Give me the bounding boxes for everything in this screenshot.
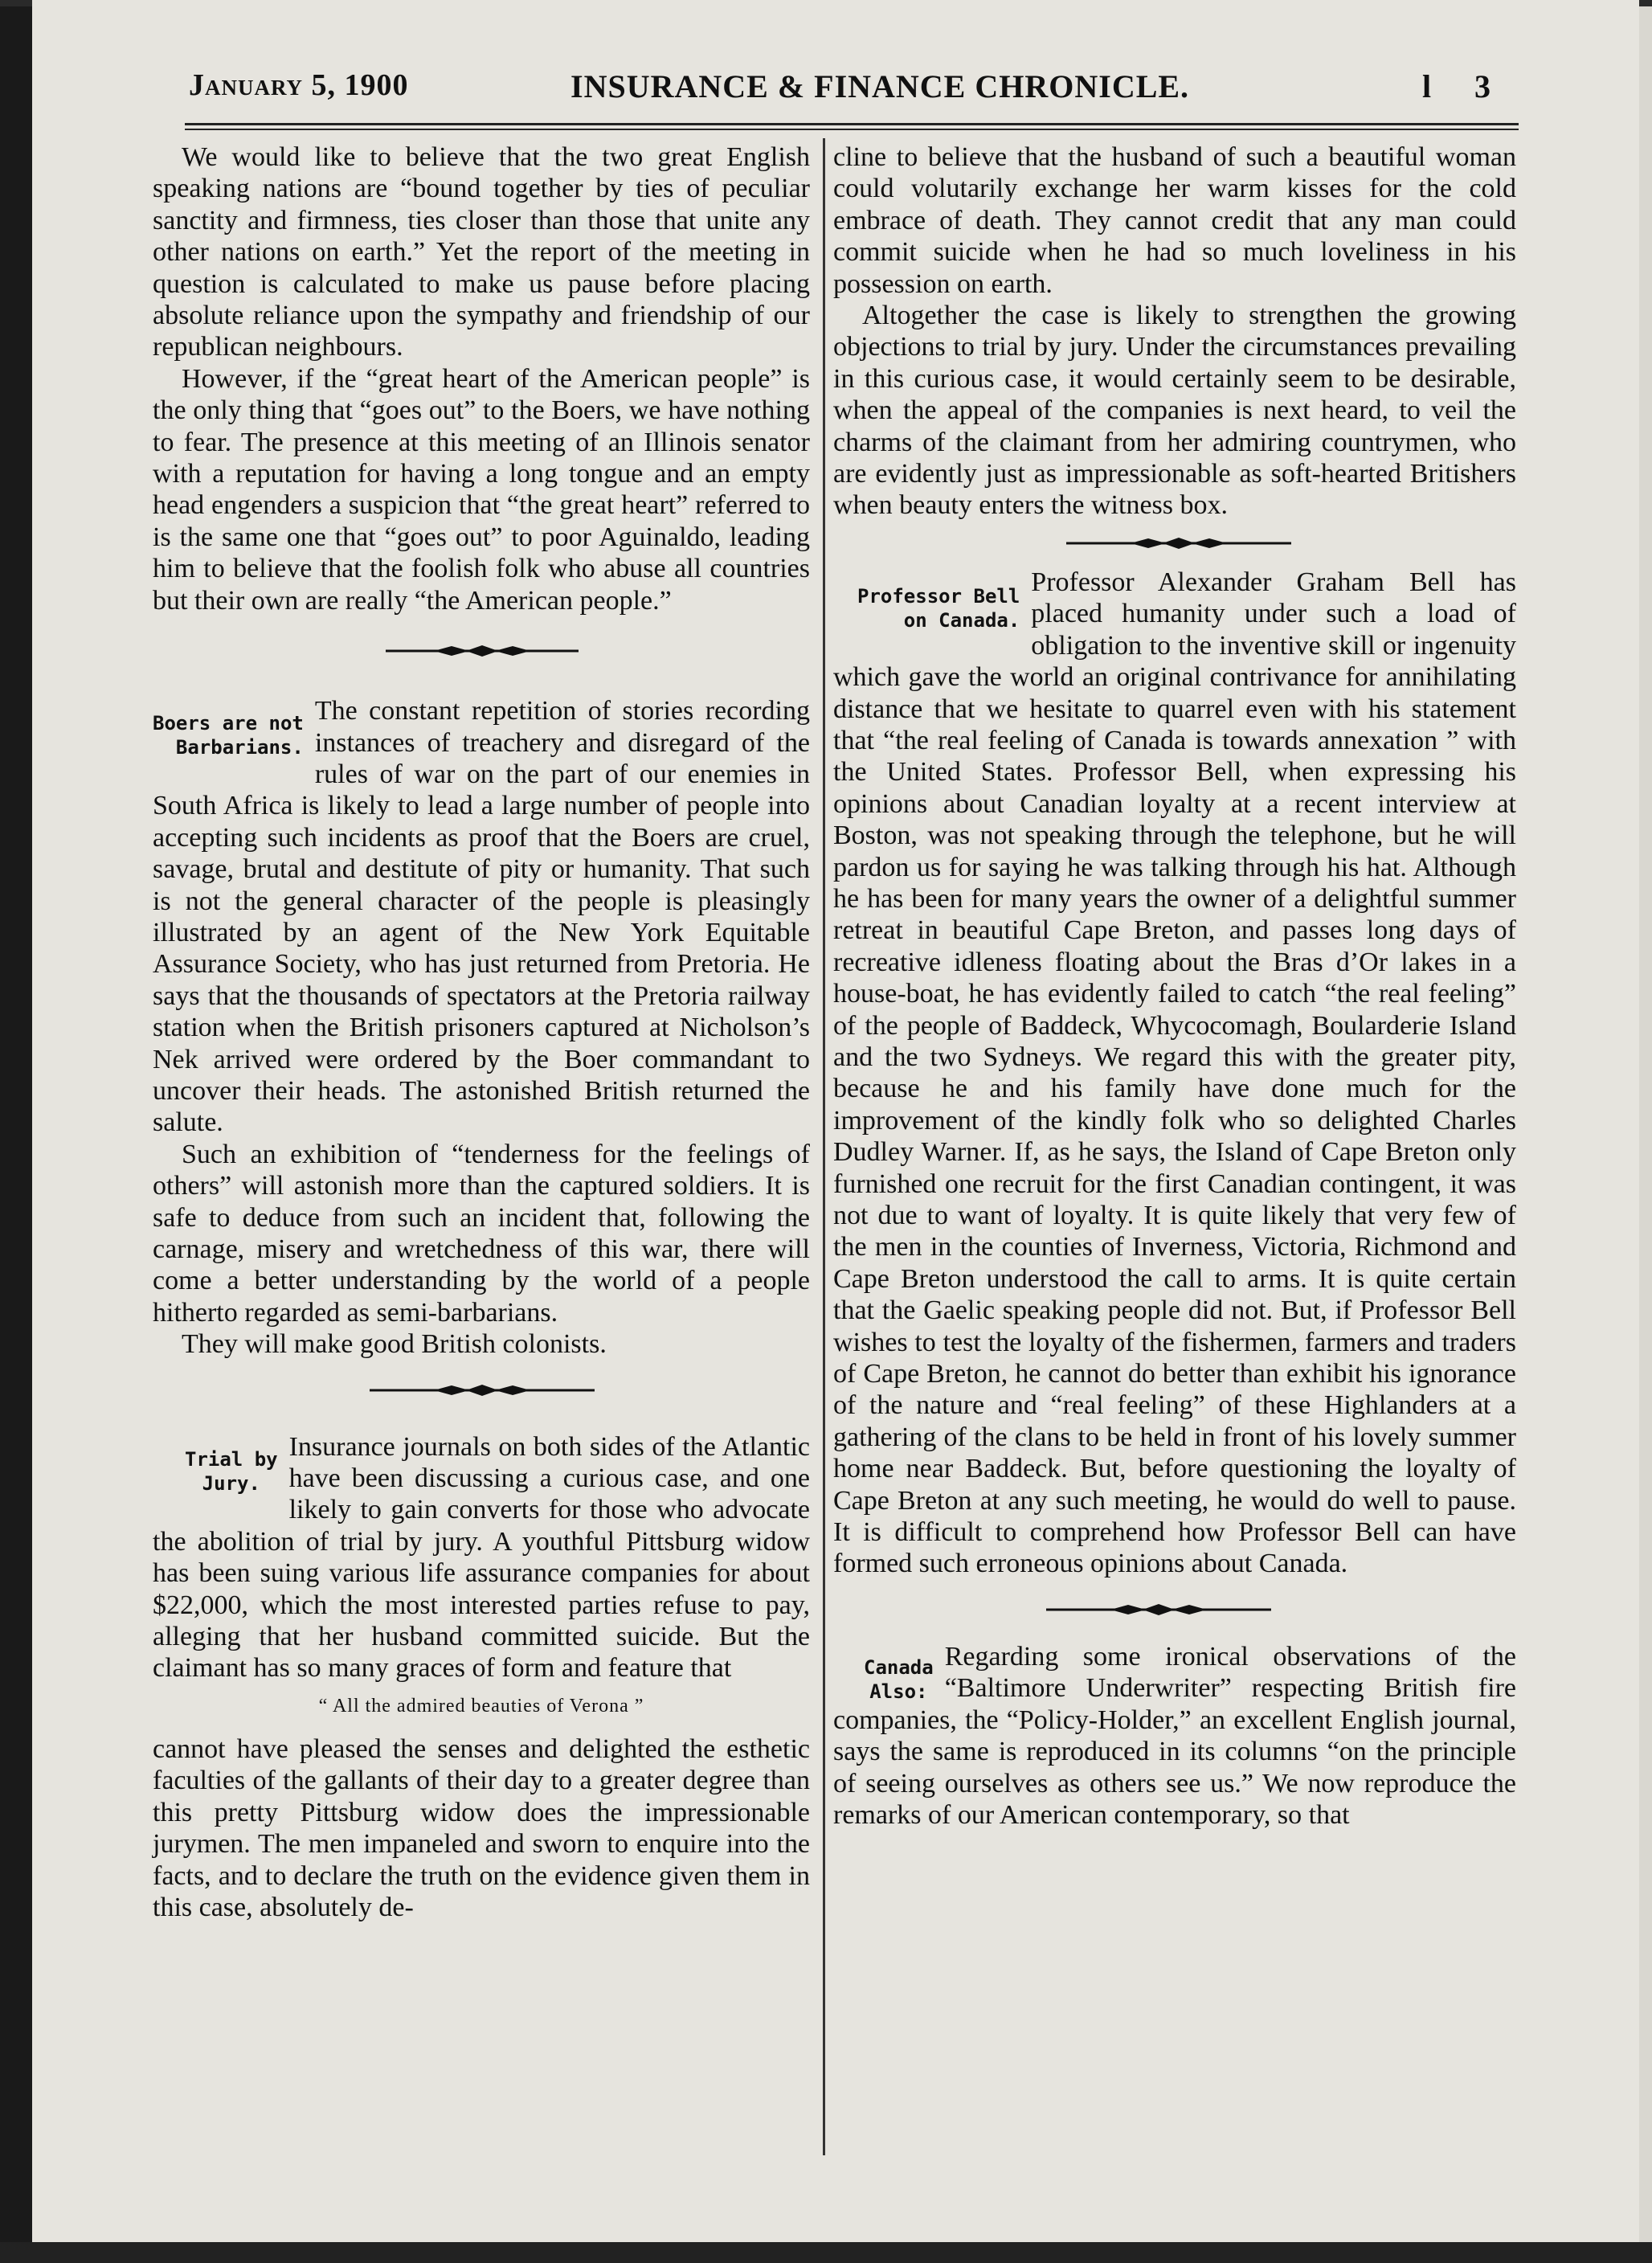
side-heading-line: Jury. (202, 1471, 260, 1495)
paragraph: Insurance journals on both sides of the Atlantic have been discussing a curious case, and one likely to gain converts for those who advocate the abolition of trial by jury. A youthful Pittsburg widow has been suing various life assurance companies for about $22,000, which the most interested parties refuse to pay, alleging that her husband committed suicide. But the claimant has so many graces of form and feature that (153, 1431, 810, 1684)
side-heading (185, 1447, 278, 1496)
side-heading (864, 1655, 934, 1704)
header-rule-second (185, 129, 1519, 130)
scan-edge-bottom (0, 2242, 1652, 2263)
section-ornament (833, 1598, 1516, 1641)
section-canada-also (833, 1641, 1516, 1831)
side-heading-line: Barbarians. (175, 736, 304, 759)
right-column (833, 138, 1516, 1831)
page-number: 3 (1474, 68, 1490, 104)
paragraph: The constant repetition of stories recording instances of treachery and disregard of the rules of war on the part of our enemies in South Africa is likely to lead a large number of people into accepting such incidents as proof that the Boers are cruel, savage, brutal and destitute of pity or humanity. That such is not the general character of the people is pleasingly illustrated by an agent of the New York Equitable Assurance Society, who has just returned from Pretoria. He says that the thousands of spectators at the Pretoria railway station when the British prisoners captured at Nicholson’s Nek arrived were ordered by the Boer commandant to uncover their heads. The astonished British returned the salute. (153, 696, 810, 1138)
paragraph: Altogether the case is likely to strengthen the growing objections to trial by jury. Under the circumstances prevailing in this curious case, it would certainly seem to be desirable, when the appeal of the companies is next heard, to veil the charms of the claimant from her admiring countrymen, who are evidently just as impressionable as soft-hearted Britishers when beauty enters the witness box. (833, 301, 1516, 521)
side-heading-line: Also: (869, 1680, 928, 1703)
header-rule (185, 123, 1519, 125)
paragraph: However, if the “great heart of the American people” is the only thing that “goes out” to the Boers, we have nothing to fear. The presence at this meeting of an Illinois senator with a reputation for having a long tongue and an empty head engenders a suspicion that “the great heart” referred to is the same one that “goes out” to poor Aguinaldo, leading him to believe that the foolish folk who abuse all countries but their own are really “the American people.” (153, 363, 810, 616)
left-column (153, 138, 810, 1923)
verse-quotation: “ All the admired beauties of Verona ” (318, 1695, 644, 1717)
column-divider (823, 138, 825, 2155)
header-mark: l (1422, 68, 1432, 104)
paragraph: We would like to believe that the two great English speaking nations are “bound together by ties of peculiar sanctity and firmness, ties closer than those that unite any other nations on earth.” Yet the report of the meeting in question is calculated to make us pause before placing absolute reliance upon the sympathy and friendship of our republican neighbours. (153, 142, 810, 362)
side-heading (857, 584, 1020, 632)
section-trial-by-jury (153, 1431, 810, 1924)
side-heading-line: Boers are not (153, 712, 304, 735)
page-header (189, 68, 1515, 116)
header-title: INSURANCE & FINANCE CHRONICLE. (570, 68, 1190, 104)
section-boers (153, 695, 810, 1361)
side-heading-line: Professor Bell (857, 584, 1020, 608)
header-date: January 5, 1900 (189, 68, 409, 102)
paragraph: They will make good British colonists. (182, 1329, 607, 1360)
paragraph: cannot have pleased the senses and delighted the esthetic faculties of the gallants of their day to a greater degree than this pretty Pittsburg widow does the impressionable jurymen. The men impaneled and sworn to enquire into the facts, and to declare the truth on the evidence given them in this case, absolutely de- (153, 1733, 810, 1922)
section-ornament (153, 639, 810, 695)
ornament-icon (833, 531, 1516, 555)
ornament-icon (153, 1378, 810, 1402)
ornament-icon (153, 639, 810, 663)
section-ornament (153, 1378, 810, 1431)
side-heading-line: Trial by (185, 1447, 278, 1471)
section-professor-bell (833, 567, 1516, 1580)
ornament-icon (833, 1598, 1516, 1622)
side-heading-line: Canada (864, 1655, 934, 1679)
paragraph: Such an exhibition of “tenderness for the feelings of others” will astonish more than the captured soldiers. It is safe to deduce from such an incident that, following the carnage, misery and wretchedness of this war, there will come a better understanding by the world of a people hitherto regarded as semi-barbarians. (153, 1139, 810, 1328)
side-heading-line: on Canada. (903, 608, 1020, 632)
paragraph: Professor Alexander Graham Bell has placed humanity under such a load of obligation to the inventive skill or ingenuity which gave the world an original contrivance for annihilating distance that we hesitate to quarrel even with his statement that “the real feeling of Canada is towards annexation ” with the United States. Professor Bell, when expressing his opinions about Canadian loyalty at a recent interview at Boston, was not speaking through the telephone, but he will pardon us for saying he was talking through his hat. Although he has been for many years the owner of a delightful summer retreat in beautiful Cape Breton, and passes long days of recreative idleness floating about the Bras d’Or lakes in a house-boat, he has evidently failed to catch “the real feeling” of the people of Baddeck, Whycocomagh, Boularderie Island and the two Sydneys. We regard this with the greater pity, because he and his family have done much for the improvement of the kindly folk who so delighted Charles Dudley Warner. If, as he says, the Island of Cape Breton only furnished one recruit for the first Canadian contingent, it was not due to want of loyalty. It is quite likely that very few of the men in the counties of Inverness, Victoria, Richmond and Cape Breton understood the call to arms. It is quite certain that the Gaelic speaking people did not. But, if Professor Bell wishes to test the loyalty of the fishermen, farmers and traders of Cape Breton, he cannot do better than exhibit his ignorance of the nature and “real feeling” of these Highlanders at a gathering of the clans to be held in front of his lovely summer home near Baddeck. But, before questioning the loyalty of Cape Breton at any such meeting, he would do well to pause. It is difficult to comprehend how Professor Bell can have formed such erroneous opinions about Canada. (833, 567, 1516, 1579)
side-heading (153, 711, 304, 759)
scan-edge-left (0, 0, 32, 2263)
section-ornament (833, 531, 1516, 567)
paragraph: cline to believe that the husband of such a beautiful woman could volutarily exchange her warm kisses for the cold embrace of death. They cannot credit that any man could commit suicide when he had so much loveliness in his possession on earth. (833, 142, 1516, 299)
paragraph: Regarding some ironical observations of the “Baltimore Underwriter” respecting British fire companies, the “Policy-Holder,” an excellent English journal, says the same is reproduced in its columns “on the principle of seeing ourselves as others see us.” We now reproduce the remarks of our American contemporary, so that (833, 1641, 1516, 1830)
